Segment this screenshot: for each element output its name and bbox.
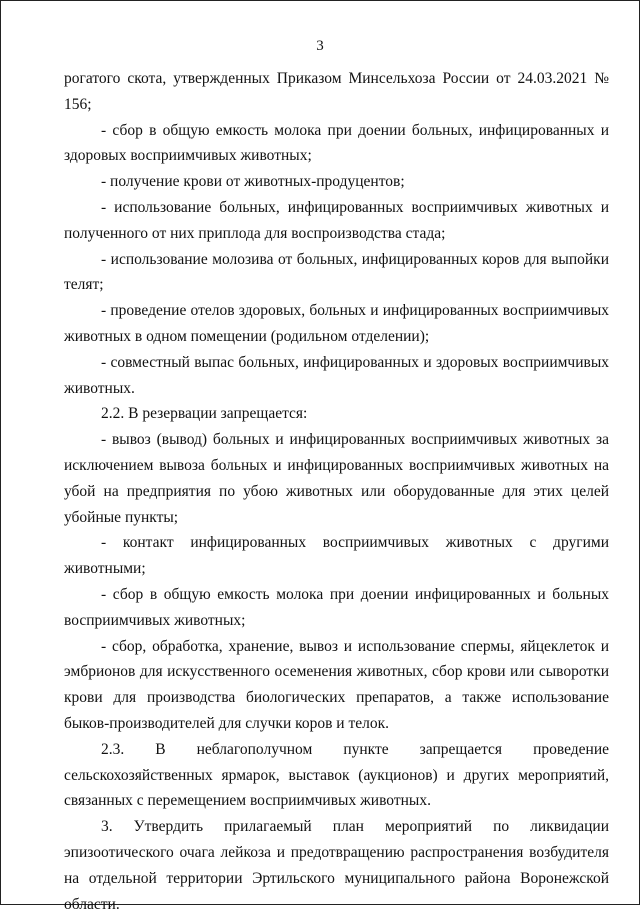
paragraph-item: - использование больных, инфицированных восприимчивых животных и полученного от них приплода для воспроизводства стада; [64,198,609,242]
paragraph-item: - вывоз (вывод) больных и инфицированных восприимчивых животных за исключением вывоза больных и инфицированных восприимчивых животных на убой на предприятия по убою животных или оборудованные для этих целей убойные пункты; [64,431,609,526]
paragraph-item: - использование молозива от больных, инфицированных коров для выпойки телят; [64,250,609,294]
paragraph-item: - контакт инфицированных восприимчивых животных с другими животными; [64,534,609,578]
paragraph-continuation: рогатого скота, утвержденных Приказом Минсельхоза России от 24.03.2021 № 156; [64,70,609,113]
paragraph-section: 3. Утвердить прилагаемый план мероприятий по ликвидации эпизоотического очага лейкоза и предотвращению распространения возбудителя на отдельной территории Эртильского муниципального района Воронежской области. [64,818,609,913]
page-number: 3 [316,38,324,54]
paragraph-item: - сбор, обработка, хранение, вывоз и использование спермы, яйцеклеток и эмбрионов для искусственного осеменения животных, сбор крови или сыворотки крови для производства биологических препаратов, а также использование быков-производителей для случки коров и телок. [64,637,609,732]
paragraph-item: - сбор в общую емкость молока при доении инфицированных и больных восприимчивых животных; [64,585,609,629]
paragraph-item: - проведение отелов здоровых, больных и инфицированных восприимчивых животных в одном помещении (родильном отделении); [64,302,609,345]
paragraph-section: 2.3. В неблагополучном пункте запрещается проведение сельскохозяйственных ярмарок, выставок (аукционов) и других мероприятий, связанных с перемещением восприимчивых животных. [64,740,609,810]
paragraph-item: - сбор в общую емкость молока при доении больных, инфицированных и здоровых восприимчивых животных; [64,121,609,165]
paragraph-item: - получение крови от животных-продуцентов; [101,173,405,191]
paragraph-item: - совместный выпас больных, инфицированных и здоровых восприимчивых животных. [64,353,609,397]
document-body [64,66,609,917]
section-heading: 2.2. В резервации запрещается: [101,405,308,423]
